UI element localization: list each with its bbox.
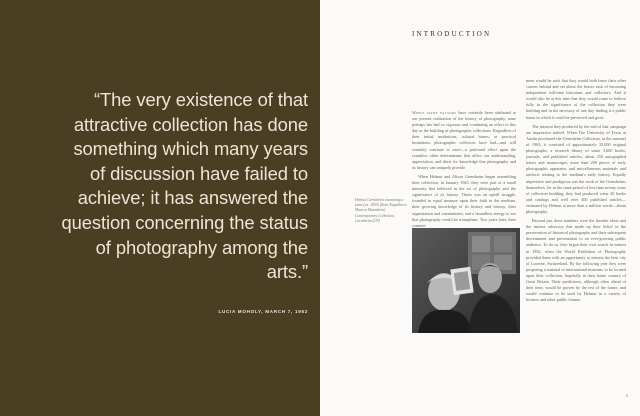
column1-paragraph-1 (412, 110, 516, 171)
right-page (320, 0, 640, 416)
column2-paragraph-1: ment would be such that they would both leave their other careers behind and set about the heroic task of becoming independent full-time historians and collectors. And it would also be at this time that they would come to believe fully in the significance of the collection they were building and in the necessity of one day finding it a public home in which it could be preserved and grow. (526, 78, 626, 120)
body-column-1 (412, 110, 516, 232)
lead-in-smallcaps: While many factors (412, 110, 457, 115)
photograph-graphic (412, 228, 520, 333)
pull-quote: “The very existence of that attractive collection has done something which many years of discussion have failed to achieve; it has answered the question concerning the status of photography among the arts.” (61, 89, 308, 283)
photo-caption: Helmut Gernsheim examining a print (ca. 1955) (Roto-Engelhorn-Museen Mannheim) Contemporary Collection, Gernsheim (CF) (355, 198, 407, 223)
column1-paragraph-2: When Helmut and Alison Gernsheim began assembling their collection, in January 1945, they were part of a small minority that believed in the art of photography and the significance of its history. Theirs was an uphill struggle, founded in equal measure upon their faith in the medium, their growing knowledge of its history and history, their organization and commitment, and a boundless energy to see that photography would be triumphant. Two years later, their commit- (412, 173, 516, 228)
archival-photograph (412, 228, 520, 333)
body-column-2 (526, 78, 626, 306)
column2-paragraph-3: Beyond just these numbers were the broader ideas and the intense advocacy that made up their belief in the preservation of historical photographs and their subsequent discernment and presentation to an ever-growing public audience. To do so, they began their own search in earnest in 1952, when the World Exhibition of Photography provided them with an opportunity to interest the host city of Lucerne, Switzerland. By the following year they were proposing a national or international museum, to be located upon their collection, hopefully in their home country of Great Britain. Their predictions, although often ahead of their time, would be proven by the test of the future, and would continue to be used by Helmut in a variety of lectures and other public forums. (526, 218, 626, 303)
quote-attribution: LUCIA MOHOLY, MARCH 7, 1952 (218, 309, 308, 314)
section-heading: INTRODUCTION (412, 30, 492, 38)
page-number: 1 (625, 393, 628, 398)
column2-paragraph-2: The mission they produced by the end of that campaign are impressive indeed. When The University of Texas at Austin purchased the Gernsheim Collection, in the summer of 1963, it consisted of approximately 35,000 original photographs, a research library of some 3,600 books, journals, and published articles, about 250 autographed letters and manuscripts, more than 200 pieces of early photographic apparatus, and miscellaneous materials and artifacts relating to the medium's early history. Equally impressive and prodigious was the work of the Gernsheims themselves, for in the same period of less than twenty years of collection building, they had produced some 30 books and catalogs and well over 400 published articles—estimated by Helmut at more than a million words—about photography. (526, 123, 626, 214)
column1-paragraph-1-text: have certainly been attributed to our present realization of the history of photography, none perhaps has had so vigorous and continuing an effect to this day as the building of photographic collections. Regardless of their initial institutions, cultural biases, or practical limitations, photographic collectors have had—and will certainly continue to exert—a profound effect upon the countless other determinants that affect our understanding, appreciation, and thirst for knowledge that photography and its history can uniquely provide. (412, 110, 516, 170)
